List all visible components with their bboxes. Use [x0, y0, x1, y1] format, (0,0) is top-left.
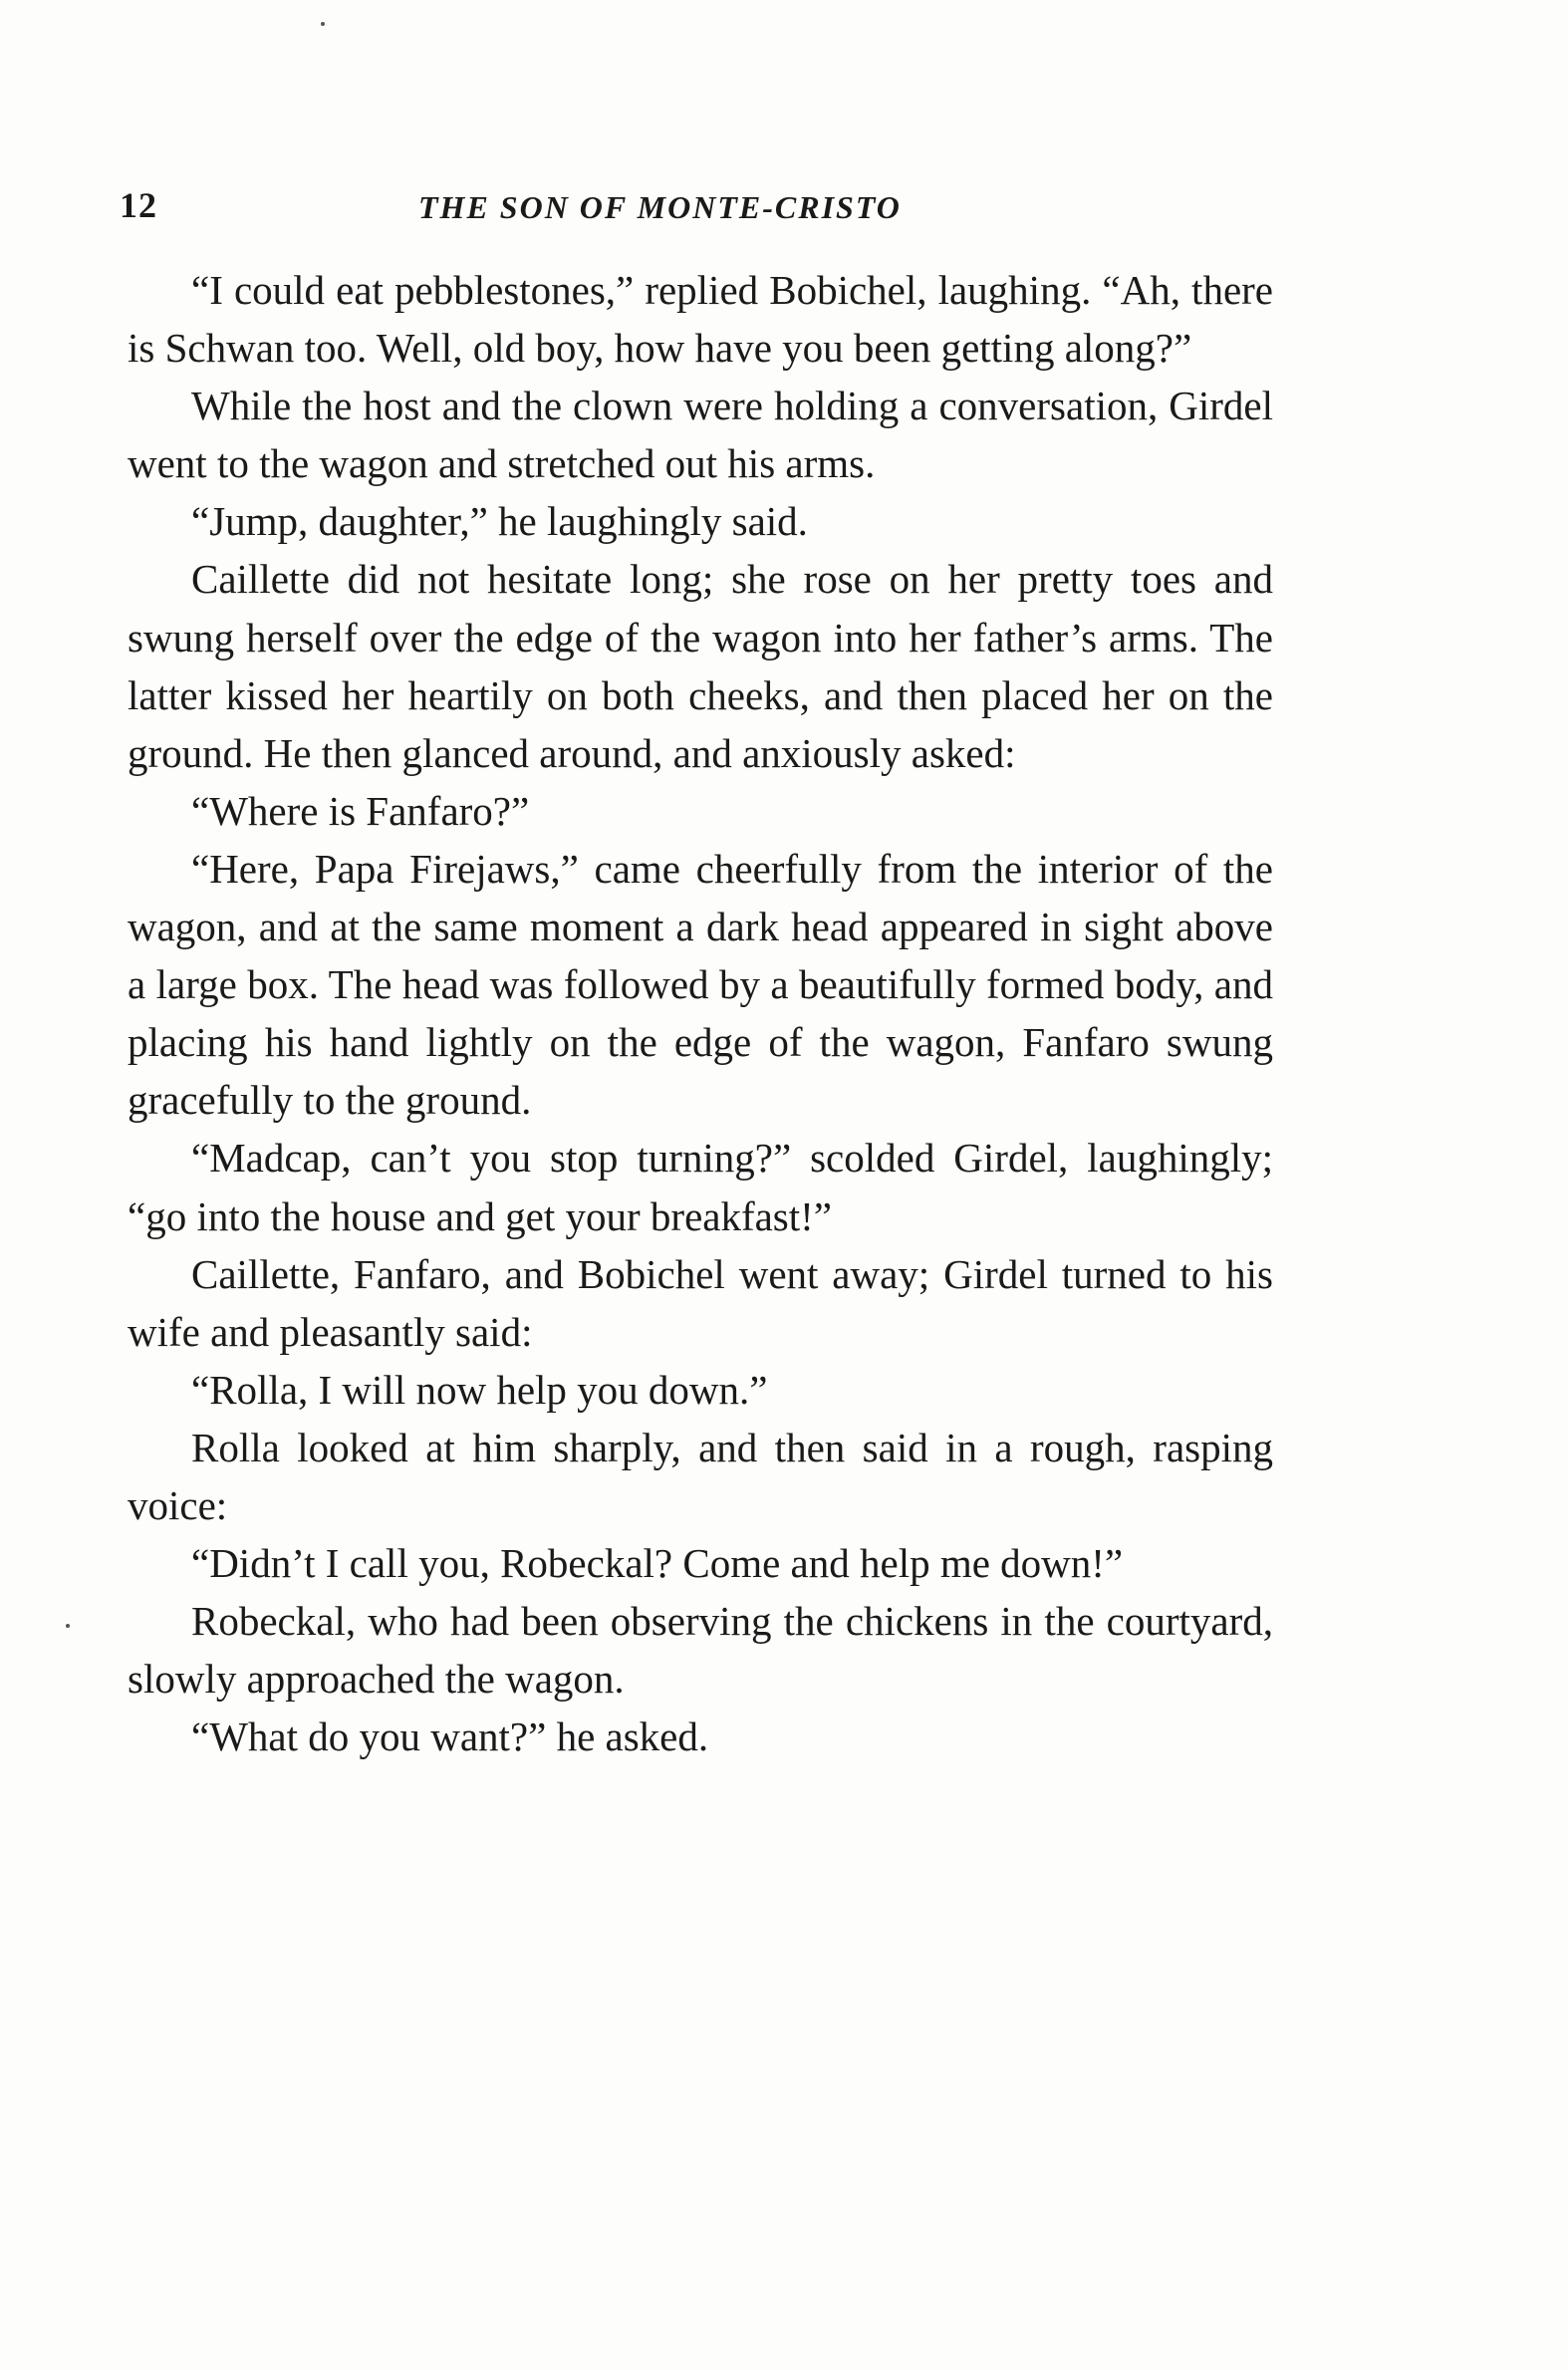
paragraph: “Here, Papa Firejaws,” came cheerfully from the interior of the wagon, and at the same moment a dark head appeared in sight above a large box. The head was followed by a beautifully formed body, and placing his hand lightly on the edge of the wagon, Fanfaro swung gracefully to the ground. — [128, 845, 1273, 1124]
paragraph: Robeckal, who had been observing the chickens in the courtyard, slowly approached the wagon. — [128, 1598, 1273, 1703]
print-speck — [66, 1624, 70, 1628]
paragraph: “Madcap, can’t you stop turning?” scolded Girdel, laughingly; “go into the house and get your breakfast!” — [128, 1135, 1273, 1239]
print-speck — [321, 22, 325, 26]
body-text — [128, 261, 1273, 1765]
paragraph: “What do you want?” he asked. — [191, 1713, 709, 1760]
paragraph: Rolla looked at him sharply, and then said in a rough, rasping voice: — [128, 1424, 1273, 1528]
page-number: 12 — [120, 185, 157, 225]
paragraph: “Rolla, I will now help you down.” — [191, 1366, 768, 1413]
paragraph: “Didn’t I call you, Robeckal? Come and help me down!” — [191, 1540, 1124, 1587]
paragraph: Caillette, Fanfaro, and Bobichel went away; Girdel turned to his wife and pleasantly said: — [128, 1250, 1273, 1355]
paragraph: Caillette did not hesitate long; she rose on her pretty toes and swung herself over the edge of the wagon into her father’s arms. The latter kissed her heartily on both cheeks, and then placed her on the ground. He then glanced around, and anxiously asked: — [128, 556, 1273, 776]
paragraph: “I could eat pebblestones,” replied Bobichel, laughing. “Ah, there is Schwan too. Well, old boy, how have you been getting along?” — [128, 267, 1273, 372]
paragraph: While the host and the clown were holding a conversation, Girdel went to the wagon and stretched out his arms. — [128, 383, 1273, 487]
running-title: THE SON OF MONTE-CRISTO — [418, 189, 902, 225]
paragraph: “Jump, daughter,” he laughingly said. — [191, 498, 808, 545]
paragraph: “Where is Fanfaro?” — [191, 787, 530, 834]
